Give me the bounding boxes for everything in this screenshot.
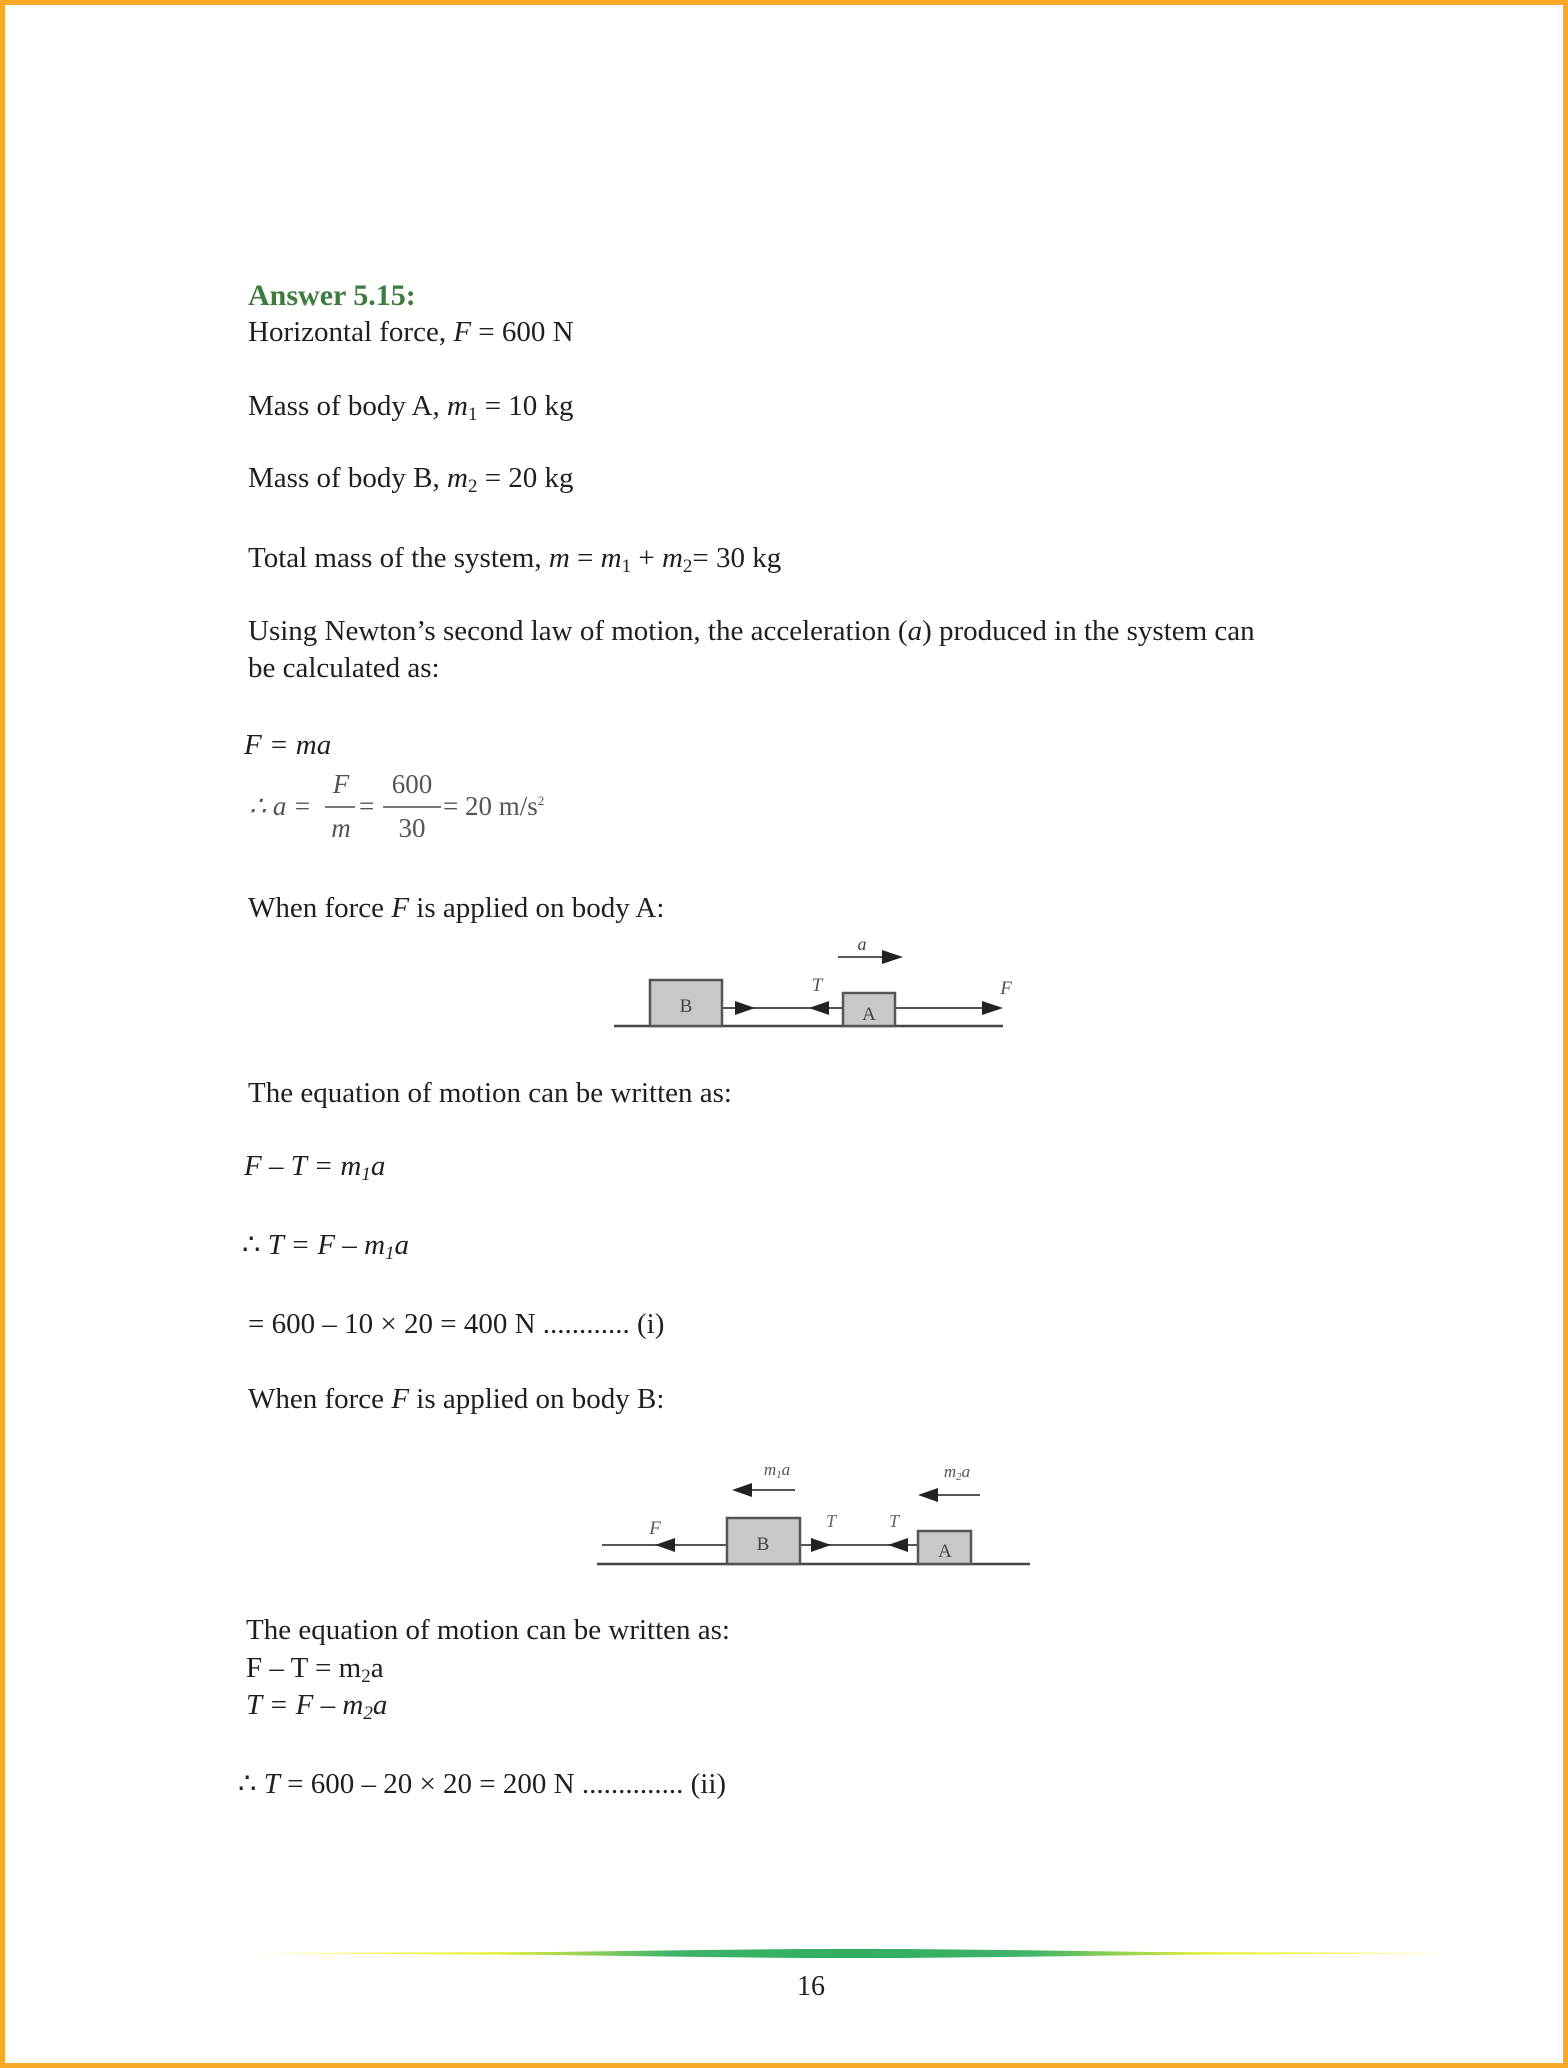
newton-line-1 [248, 617, 1255, 646]
accel-exponent: 2 [537, 793, 545, 808]
force-arrow [655, 1538, 675, 1552]
block-b-label: B [756, 1534, 770, 1555]
case-a-eq-intro: The equation of motion can be written as: [248, 1077, 732, 1109]
case-b-eq-intro: The equation of motion can be written as: [246, 1614, 730, 1646]
case-a-eq2-text: T = F – m [260, 1229, 386, 1261]
case-a-eq1-text: F – T = m [244, 1150, 362, 1182]
total-sub2: 2 [682, 556, 693, 577]
case-a-eq-1 [244, 1152, 385, 1184]
given-force [248, 318, 574, 347]
tension-arrow-left [809, 1001, 829, 1015]
label-m1a-m: m [763, 1460, 777, 1479]
diagram-force-on-a [605, 930, 1025, 1040]
mass-b-label: Mass of body B, [248, 462, 447, 494]
block-a-label: A [862, 1004, 876, 1025]
case-b-intro-symbol: F [391, 1383, 410, 1415]
case-a-intro-a: When force [248, 892, 392, 924]
case-b-intro [248, 1385, 664, 1414]
case-b-eq1-end: a [370, 1652, 384, 1684]
case-b-eq1-text: F – T = m [246, 1652, 362, 1684]
label-m1a [764, 1460, 790, 1481]
block-b-label: B [679, 996, 693, 1017]
label-m1a-sub: 1 [776, 1469, 782, 1481]
accel-eq: = [359, 791, 375, 821]
force-arrow [982, 1001, 1003, 1015]
label-f: F [649, 1518, 661, 1539]
label-m2a-a: a [961, 1462, 971, 1481]
case-a-intro-symbol: F [391, 892, 410, 924]
mass-b-value: = 20 kg [477, 462, 574, 494]
therefore-symbol: ∴ [238, 1768, 257, 1800]
label-t: T [811, 975, 823, 996]
fraction-bar-1 [325, 806, 355, 808]
accel-den-30: 30 [398, 813, 426, 843]
case-a-eq-3: = 600 – 10 × 20 = 400 N ............ (i) [248, 1308, 665, 1340]
total-mass-label: Total mass of the system, [248, 542, 549, 574]
case-b-eq2-text: T = F – m [246, 1689, 364, 1721]
case-a-eq1-end: a [370, 1150, 386, 1182]
mass-a-value: = 10 kg [477, 390, 574, 422]
total-m: m [548, 542, 570, 574]
total-eq: = [569, 542, 601, 574]
label-t-2: T [888, 1511, 900, 1531]
newton-line-2: be calculated as: [248, 652, 440, 684]
page-number: 16 [797, 1971, 825, 2002]
total-sub1: 1 [621, 556, 632, 577]
tension-arrow-left [888, 1538, 908, 1552]
accel-arrow [882, 950, 903, 964]
newton-text-a: Using Newton’s second law of motion, the acceleration ( [248, 615, 908, 647]
label-a: a [857, 934, 867, 954]
accel-result-value: = 20 m/s [443, 791, 538, 821]
case-b-eq2-sub: 2 [363, 1703, 373, 1724]
label-t-1: T [825, 1511, 837, 1531]
case-a-eq2-end: a [394, 1229, 410, 1261]
case-b-eq-3 [238, 1770, 726, 1799]
label-m2a-m: m [943, 1462, 957, 1481]
accel-num-600: 600 [391, 769, 433, 799]
footer-divider [253, 1949, 1450, 1959]
force-label: Horizontal force, [248, 316, 454, 348]
case-b-eq2-end: a [372, 1689, 388, 1721]
answer-heading: Answer 5.15: [248, 279, 416, 312]
given-mass-b [248, 464, 574, 496]
newton-accel-symbol: a [907, 615, 923, 647]
case-b-eq-1 [246, 1654, 384, 1686]
equation-f-ma: F = ma [244, 729, 332, 761]
m2a-arrow [918, 1488, 938, 1502]
mass-b-symbol: m [446, 462, 468, 494]
mass-a-symbol: m [446, 390, 468, 422]
total-mass [248, 544, 781, 576]
tension-arrow-right [735, 1001, 755, 1015]
case-a-eq2-sub: 1 [385, 1243, 395, 1264]
mass-a-subscript: 1 [467, 404, 478, 425]
mass-a-label: Mass of body A, [248, 390, 447, 422]
case-b-eq3-text: = 600 – 20 × 20 = 200 N .............. (ii) [279, 1768, 727, 1800]
case-a-eq-2 [242, 1231, 409, 1263]
tension-arrow-right [811, 1538, 831, 1552]
force-value: = 600 N [471, 316, 574, 348]
case-b-intro-b: is applied on body B: [409, 1383, 665, 1415]
case-b-eq-2 [246, 1691, 387, 1723]
case-a-intro [248, 894, 664, 923]
case-b-intro-a: When force [248, 1383, 392, 1415]
accel-prefix: ∴ a = [249, 791, 312, 821]
label-f: F [1000, 978, 1012, 999]
case-a-intro-b: is applied on body A: [409, 892, 665, 924]
therefore-symbol: ∴ [242, 1229, 261, 1261]
accel-num-f: F [332, 769, 350, 799]
total-m1: m [600, 542, 622, 574]
label-m1a-a: a [781, 1460, 791, 1479]
accel-den-m: m [331, 813, 351, 843]
total-plus: + [631, 542, 662, 574]
case-a-eq1-sub: 1 [361, 1164, 371, 1185]
total-value: = 30 kg [692, 542, 782, 574]
accel-result [443, 793, 544, 820]
m1a-arrow [732, 1483, 752, 1497]
diagram-force-on-b [590, 1450, 1040, 1575]
label-m2a-sub: 2 [956, 1471, 962, 1483]
case-b-eq1-sub: 2 [361, 1666, 371, 1687]
total-m2: m [661, 542, 683, 574]
force-symbol: F [453, 316, 472, 348]
mass-b-subscript: 2 [467, 476, 478, 497]
fraction-bar-2 [383, 806, 441, 808]
block-a-label: A [938, 1541, 952, 1562]
label-m2a [944, 1462, 970, 1483]
newton-text-b: ) produced in the system can [922, 615, 1255, 647]
given-mass-a [248, 392, 574, 424]
case-b-eq3-t: T [256, 1768, 280, 1800]
